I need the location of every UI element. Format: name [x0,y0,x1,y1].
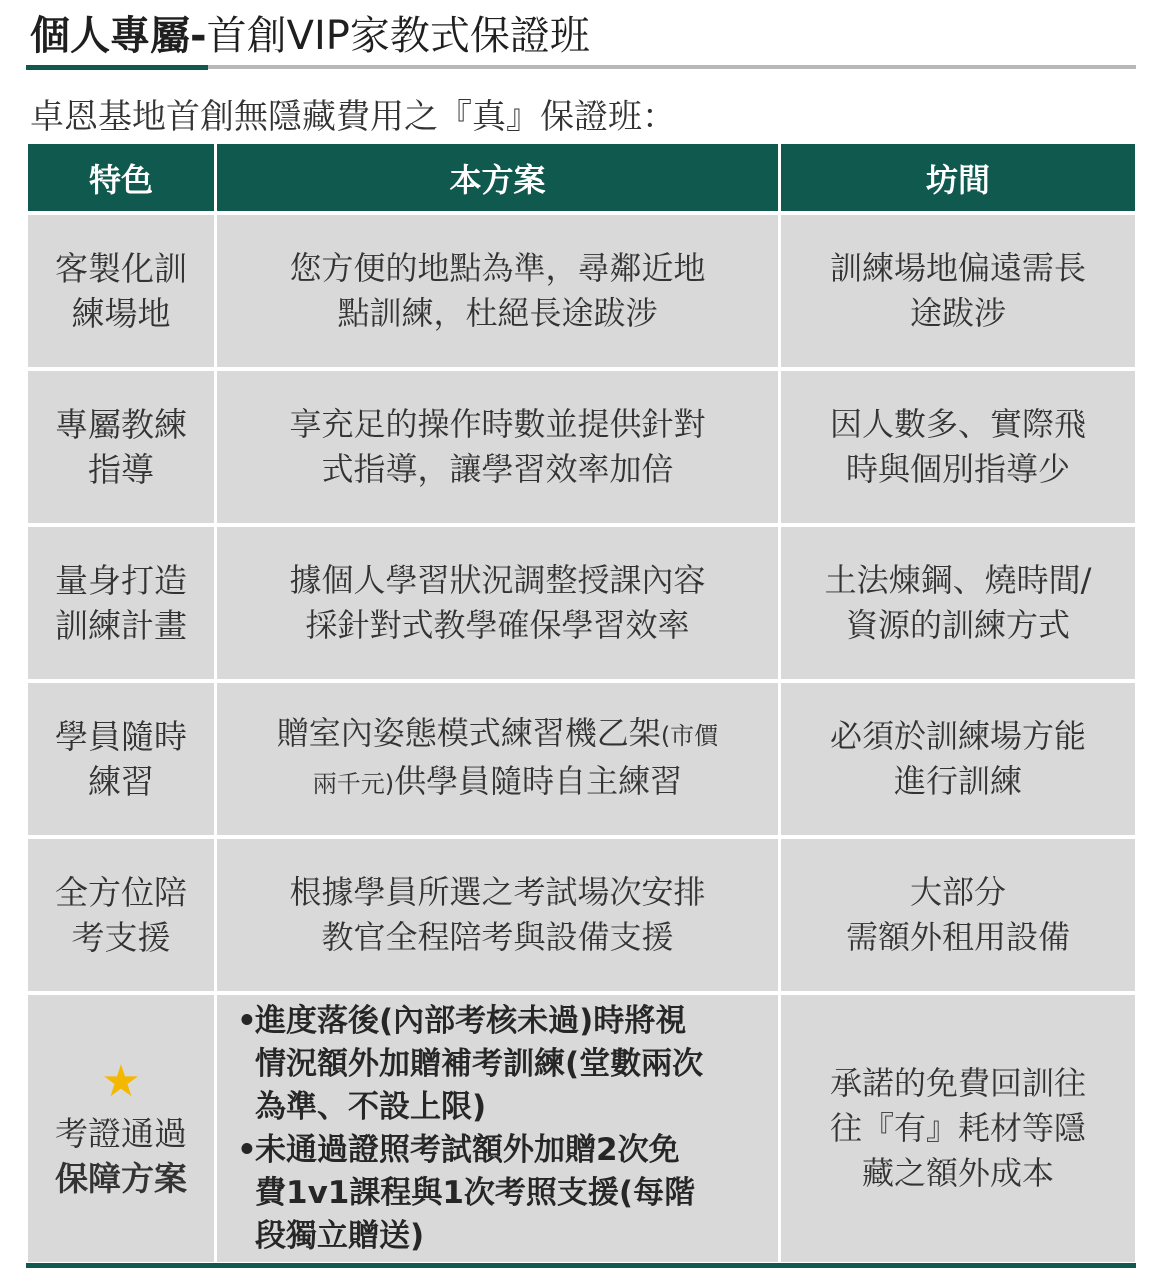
row-6-others-line-1: 承諾的免費回訓往 [829,1064,1086,1102]
row-2-feature-line-1: 專屬教練 [55,405,187,444]
row-4-plan-line-2-main: 供學員隨時自主練習 [394,762,683,800]
row-5-plan-line-2: 教官全程陪考與設備支援 [321,918,674,956]
row-3-others-line-1: 土法煉鋼、燒時間/ [824,561,1092,599]
page-title-rest: 首創VIP家教式保證班 [206,13,590,59]
row-3-others [781,527,1135,679]
row-6-plan-bullet-1 [237,1000,703,1129]
row-5-feature-line-2: 考支援 [71,918,171,957]
row-4-feature-line-1: 學員隨時 [55,717,187,756]
row-6-plan-bullet-2-line-3: 段獨立贈送) [255,1217,425,1254]
page-title-bold: 個人專屬- [30,13,207,59]
row-2-plan-line-1: 享充足的操作時數並提供針對 [289,405,706,443]
row-4-feature-line-2: 練習 [88,762,154,801]
row-1-feature [28,215,214,367]
row-3-feature-line-2: 訓練計畫 [55,606,187,645]
row-4-others [781,683,1135,835]
row-4-plan-line-2-small: 兩千元) [312,770,395,798]
row-6-feature-line-1: 考證通過 [55,1113,187,1153]
row-6-plan-bullet-2-text [255,1129,695,1258]
row-2-feature [28,371,214,523]
row-6-plan-bullet-2-line-1: 未通過證照考試額外加贈2次免 [255,1131,680,1168]
row-4-plan-line-2 [313,759,682,807]
subtitle: 卓恩基地首創無隱藏費用之『真』保證班： [30,97,676,137]
comparison-table [28,144,1135,1262]
bullet-dot-icon: • [237,1002,257,1039]
row-1-plan-line-2: 點訓練，杜絕長途跋涉 [337,294,658,332]
row-6-plan-bullet-1-text [255,1000,703,1129]
row-4-others-line-2: 進行訓練 [893,762,1022,800]
row-5-plan [217,839,778,991]
row-6-feature-line-2: 保障方案 [55,1158,187,1198]
row-1-others-line-1: 訓練場地偏遠需長 [829,249,1086,287]
row-5-others-line-1: 大部分 [909,873,1006,911]
row-4-plan-line-1-main: 贈室內姿態模式練習機乙架 [276,714,661,752]
row-2-plan [217,371,778,523]
header-others: 坊間 [781,144,1135,211]
row-5-plan-line-1: 根據學員所選之考試場次安排 [289,873,706,911]
row-4-plan-line-1-small: (市價 [660,722,719,750]
row-3-plan-line-1: 據個人學習狀況調整授課內容 [289,561,706,599]
row-6-plan-bullet-1-line-3: 為準、不設上限) [255,1088,487,1125]
row-3-others-line-2: 資源的訓練方式 [845,606,1070,644]
row-4-plan [217,683,778,835]
row-2-plan-line-2: 式指導，讓學習效率加倍 [321,450,674,488]
page-title [30,8,590,64]
row-6-feature [28,995,214,1262]
bullet-dot-icon: • [237,1131,257,1168]
row-5-feature-line-1: 全方位陪 [55,873,187,912]
row-5-others-line-2: 需額外租用設備 [845,918,1070,956]
row-2-others [781,371,1135,523]
row-2-others-line-2: 時與個別指導少 [845,450,1070,488]
row-6-plan [217,995,778,1262]
row-2-others-line-1: 因人數多、實際飛 [829,405,1086,443]
row-6-plan-bullet-1-line-1: 進度落後(內部考核未過)時將視 [255,1002,687,1039]
row-2-feature-line-2: 指導 [88,450,154,489]
row-4-feature [28,683,214,835]
row-5-feature [28,839,214,991]
row-1-plan [217,215,778,367]
title-accent-bar [26,65,208,70]
row-3-plan [217,527,778,679]
row-1-feature-line-1: 客製化訓 [55,249,187,288]
star-icon: ★ [101,1055,141,1107]
row-3-feature [28,527,214,679]
row-6-others-line-3: 藏之額外成本 [861,1154,1054,1192]
bottom-divider [26,1263,1136,1268]
row-6-plan-bullet-1-line-2: 情況額外加贈補考訓練(堂數兩次 [255,1045,704,1082]
row-1-others-line-2: 途跋涉 [909,294,1006,332]
row-6-plan-bullet-2 [237,1129,695,1258]
row-1-feature-line-2: 練場地 [71,294,171,333]
row-4-others-line-1: 必須於訓練場方能 [829,717,1086,755]
row-3-feature-line-1: 量身打造 [55,561,187,600]
row-5-others [781,839,1135,991]
header-feature: 特色 [28,144,214,211]
row-1-plan-line-1: 您方便的地點為準，尋鄰近地 [289,249,706,287]
row-4-plan-line-1 [277,711,718,759]
row-6-plan-bullet-2-line-2: 費1v1課程與1次考照支援(每階 [255,1174,696,1211]
row-3-plan-line-2: 採針對式教學確保學習效率 [305,606,690,644]
header-plan: 本方案 [217,144,778,211]
row-6-others-line-2: 往『有』耗材等隱 [829,1109,1086,1147]
row-1-others [781,215,1135,367]
row-6-others [781,995,1135,1262]
